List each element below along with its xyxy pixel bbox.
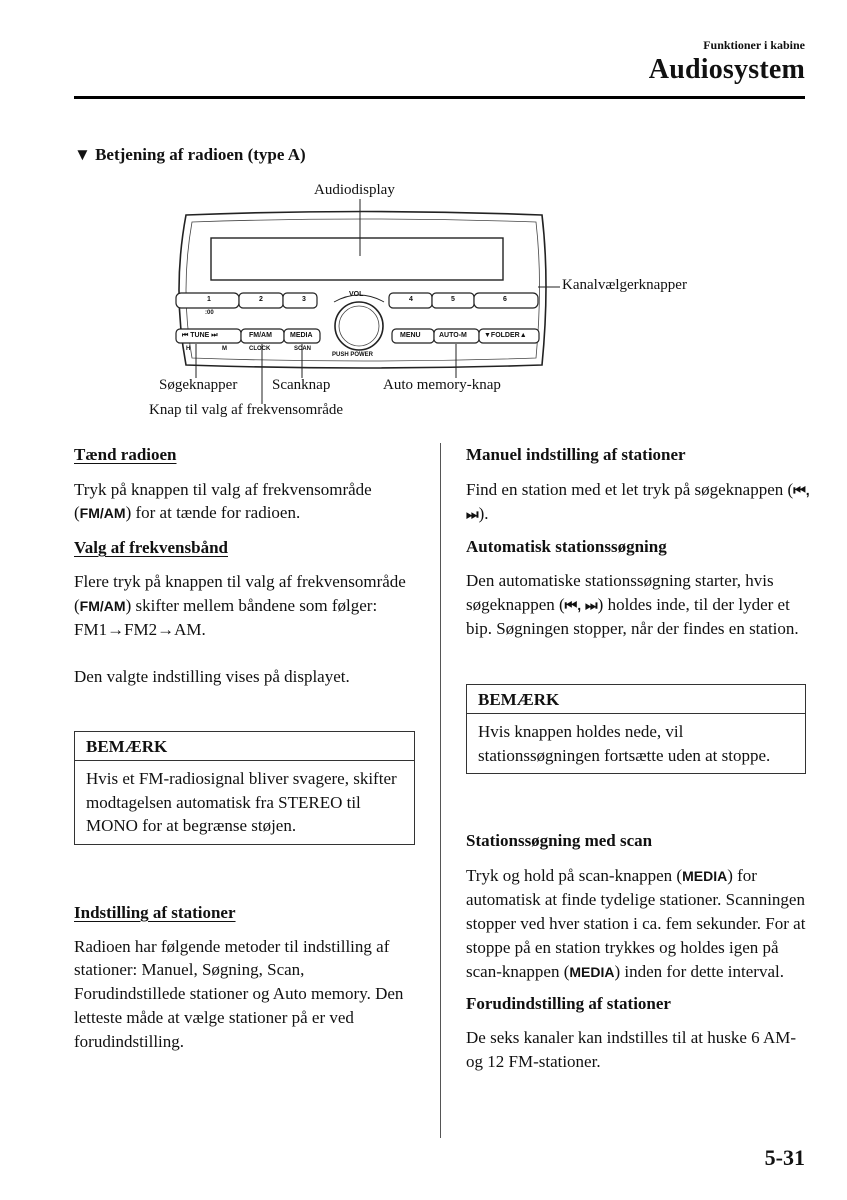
triangle-marker-icon: ▼	[74, 145, 91, 164]
label-scanknap: Scanknap	[272, 377, 331, 393]
paragraph-display: Den valgte indstilling vises på displayet.	[74, 666, 350, 686]
note-box-left	[74, 731, 415, 845]
page-number: 5-31	[764, 1145, 805, 1170]
text-segment: ) for automatisk at finde tydelige stationer. Scanningen stopper ved hver station i ca. fem sekunder. For at stoppe på en station trykkes og holdes igen på scan-knappen (	[466, 865, 806, 981]
fmam-button-ref: FM/AM	[79, 505, 126, 522]
tune-label: ⏮ TUNE ⏭	[182, 332, 218, 339]
preset-1-sublabel: :00	[205, 310, 214, 316]
folder-label: ▼FOLDER▲	[484, 332, 527, 339]
paragraph-taend	[74, 478, 419, 526]
page-title: Audiosystem	[648, 54, 805, 85]
note-body: Hvis knappen holdes nede, vil stationssøgningen fortsætte uden at stoppe.	[478, 722, 771, 765]
text-segment: Tryk og hold på scan-knappen (	[466, 865, 683, 885]
paragraph-frekvensband	[74, 570, 419, 642]
text-segment: Den automatiske stationssøgning starter, hvis søgeknappen (	[466, 570, 774, 614]
text-segment: Tryk på knappen til valg af frekvensområde (	[74, 479, 372, 523]
left-column-lower	[74, 901, 419, 1053]
label-sogeknapper: Søgeknapper	[159, 377, 238, 393]
heading-manuel: Manuel indstilling af stationer	[466, 445, 686, 464]
heading-scan: Stationssøgning med scan	[466, 831, 653, 850]
text-segment: Flere tryk på knappen til valg af frekvensområde (	[74, 571, 406, 615]
left-column	[74, 443, 419, 689]
note-body: Hvis et FM-radiosignal bliver svagere, skifter modtagelsen automatisk fra STEREO til MONO for at begrænse støjen.	[86, 769, 397, 836]
note-heading: BEMÆRK	[467, 685, 805, 714]
preset-row-left	[176, 293, 317, 308]
seek-buttons-ref: ⏮, ⏭	[564, 596, 598, 613]
seek-buttons-ref: ⏮, ⏭	[466, 481, 810, 523]
heading-taend-radioen: Tænd radioen	[74, 445, 177, 464]
chapter-header: Funktioner i kabine	[703, 38, 805, 52]
media-label: MEDIA	[290, 332, 313, 339]
preset-1-label: 1	[207, 296, 211, 303]
auto-m-label: AUTO-M	[439, 332, 467, 339]
section-title-text: Betjening af radioen (type A)	[95, 145, 306, 164]
clock-label: CLOCK	[249, 346, 271, 352]
media-button-ref: MEDIA	[569, 963, 615, 980]
text-segment: Find en station med et let tryk på søgeknappen (	[466, 479, 794, 499]
note-box-right	[466, 684, 806, 774]
paragraph-manuel	[466, 478, 811, 527]
paragraph-indstilling: Radioen har følgende metoder til indstilling af stationer: Manuel, Søgning, Scan, Forudindstillede stationer og Auto memory. Den letteste måde at vælge stationer på er ved forudindstilling.	[74, 936, 404, 1051]
preset-4-label: 4	[409, 296, 413, 303]
tune-h-label: H	[186, 346, 191, 352]
column-divider	[440, 443, 441, 1138]
label-frekvensomrade: Knap til valg af frekvensområde	[149, 402, 344, 418]
paragraph-scan	[466, 864, 811, 985]
heading-forudindstilling: Forudindstilling af stationer	[466, 994, 671, 1014]
tune-m-label: M	[222, 346, 227, 352]
preset-6-label: 6	[503, 296, 507, 303]
note-heading: BEMÆRK	[75, 732, 414, 761]
heading-automatisk: Automatisk stationssøgning	[466, 537, 667, 557]
text-segment: ) for at tænde for radioen.	[125, 503, 301, 523]
radio-diagram	[146, 178, 687, 428]
right-column	[466, 443, 811, 641]
fmam-button-ref: FM/AM	[79, 597, 126, 614]
scan-label: SCAN	[294, 346, 312, 352]
paragraph-forudindstilling: De seks kanaler kan indstilles til at huske 6 AM- og 12 FM-stationer.	[466, 1027, 797, 1071]
heading-indstilling: Indstilling af stationer	[74, 903, 236, 922]
right-column-lower	[466, 829, 811, 1073]
heading-frekvensband: Valg af frekvensbånd	[74, 538, 228, 558]
media-button-ref: MEDIA	[682, 867, 728, 884]
preset-button-3	[283, 293, 317, 308]
paragraph-automatisk	[466, 569, 811, 641]
text-segment: ) inden for dette interval.	[614, 961, 784, 981]
preset-3-label: 3	[302, 296, 306, 303]
label-kanalvaelgerknapper: Kanalvælgerknapper	[562, 277, 687, 293]
text-segment: ).	[478, 504, 489, 524]
volume-knob	[335, 302, 383, 350]
section-title	[74, 145, 306, 165]
preset-2-label: 2	[259, 296, 263, 303]
header-rule	[74, 96, 805, 99]
text-segment: ) skifter mellem båndene som følger: FM1→FM2→AM.	[74, 595, 378, 640]
label-audiodisplay: Audiodisplay	[314, 182, 395, 198]
text-segment: ) holdes inde, til der lyder et bip. Søgningen stopper, når der findes en station.	[466, 594, 799, 639]
preset-5-label: 5	[451, 296, 455, 303]
fmam-label: FM/AM	[249, 332, 272, 339]
audio-display	[211, 238, 503, 280]
push-power-label: PUSH POWER	[332, 352, 374, 358]
vol-label: VOL	[349, 291, 364, 298]
label-auto-memory: Auto memory-knap	[383, 377, 501, 393]
menu-label: MENU	[400, 332, 421, 339]
